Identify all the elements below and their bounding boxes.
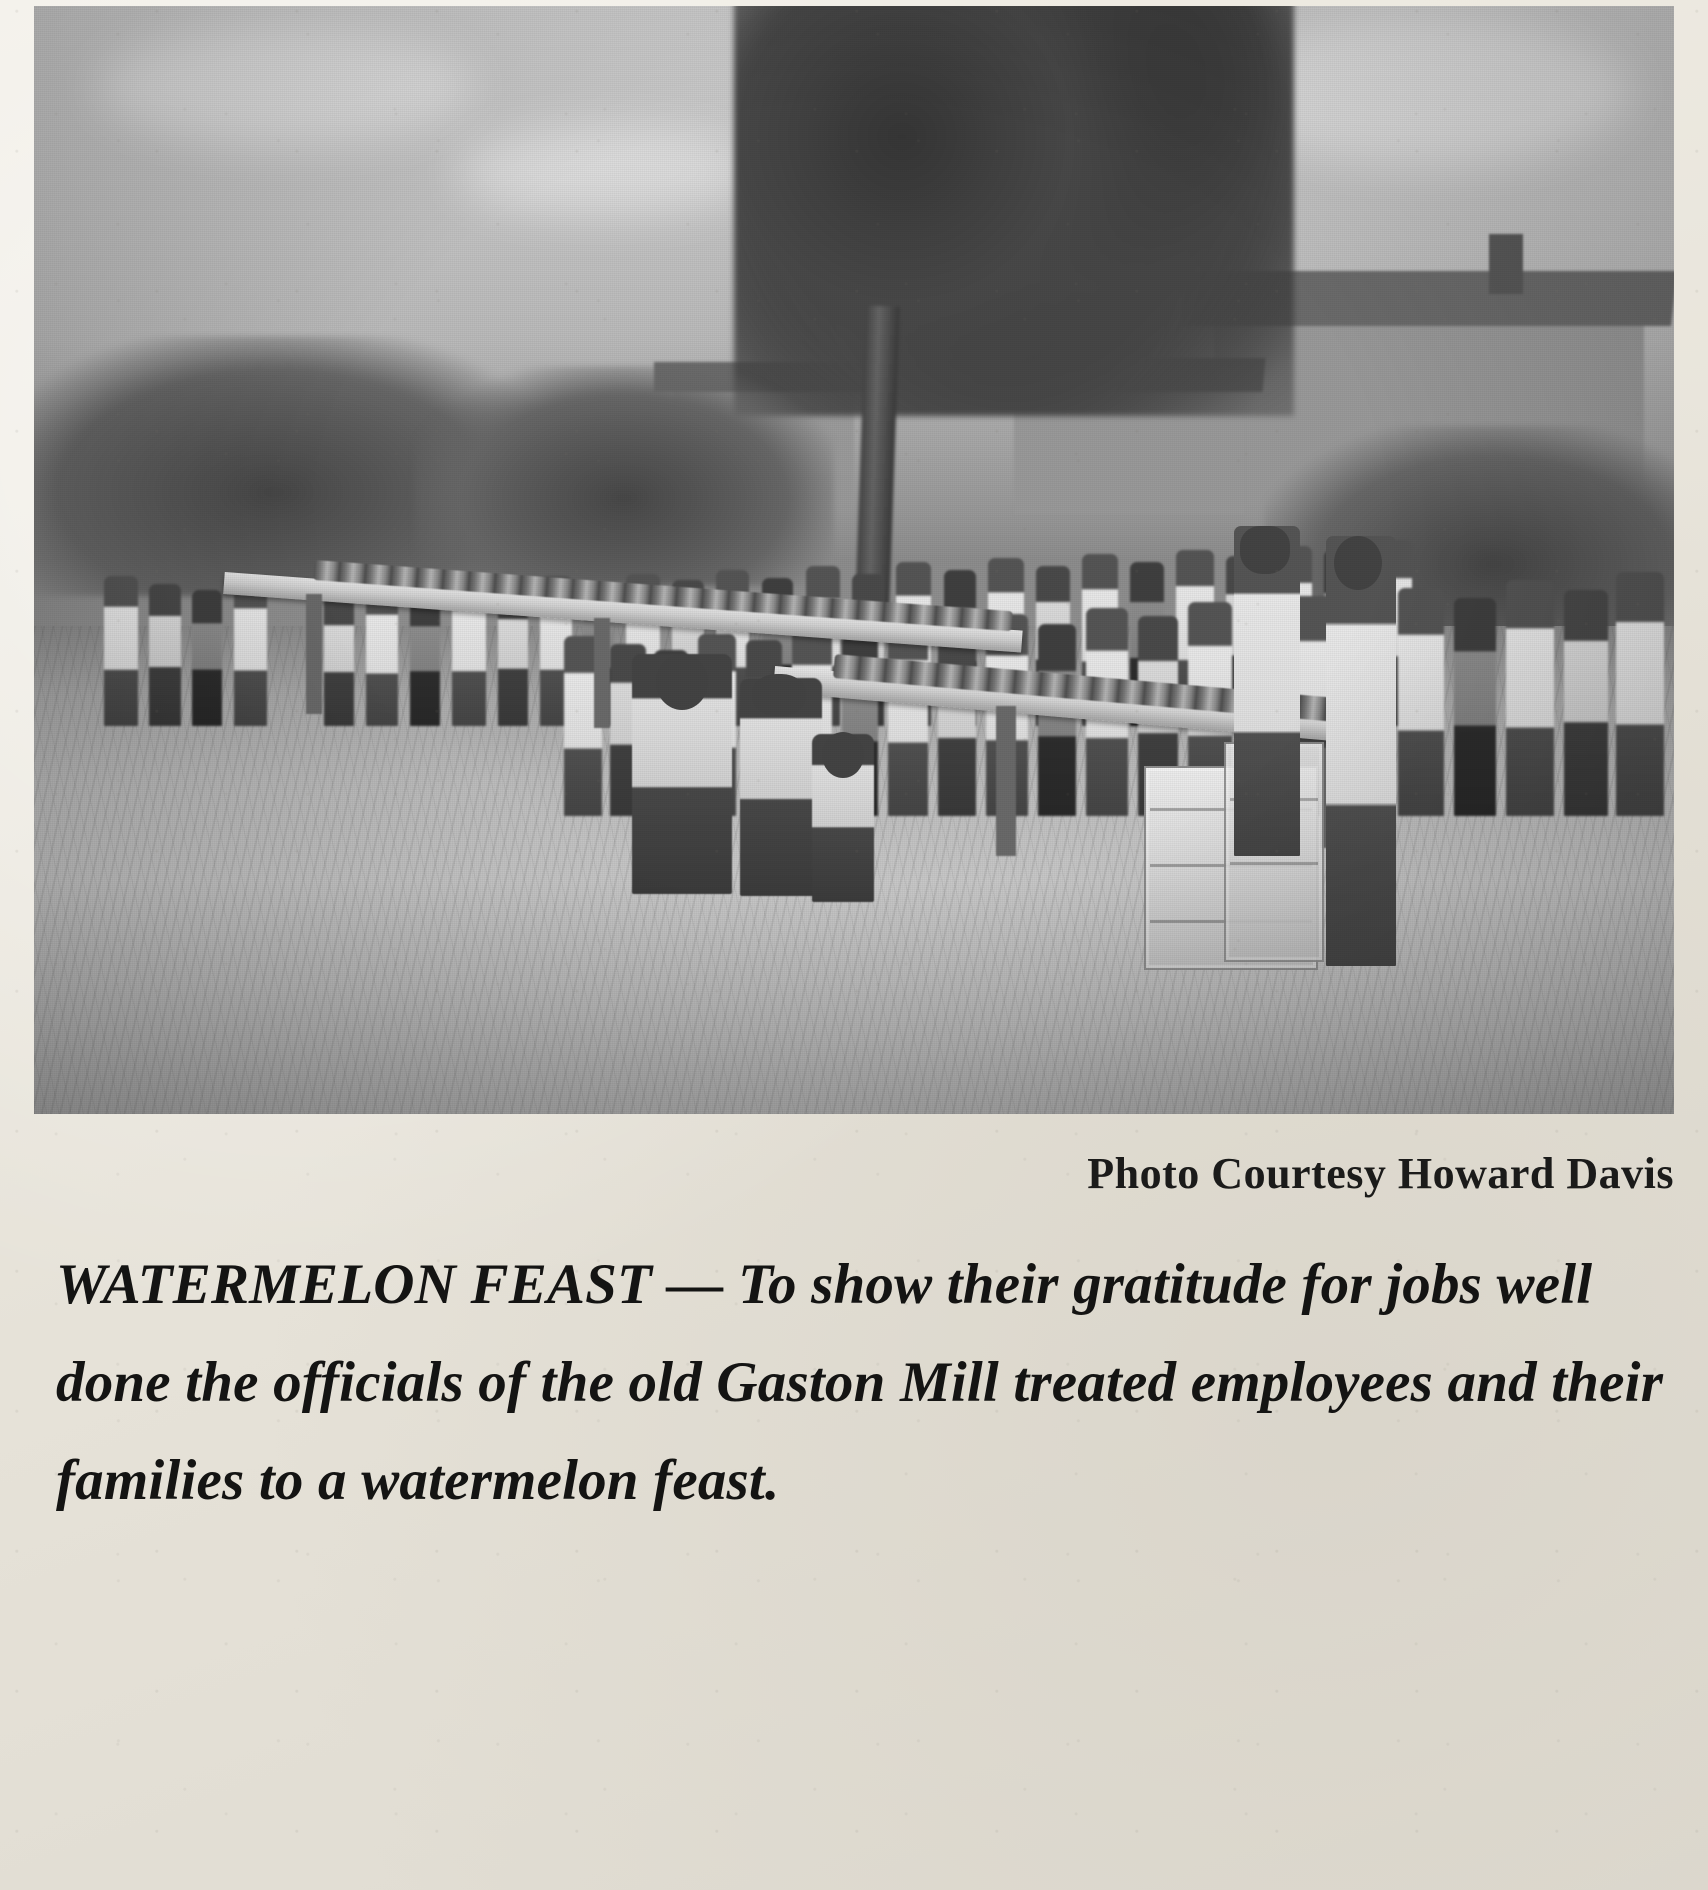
caption-body: To show their gratitude for jobs well done the officials of the old Gaston Mill treated employees and their families to a watermelon feast. [56,1253,1664,1512]
table-leg [306,594,322,714]
cloud [94,26,474,146]
child-left-head [656,654,708,710]
cloud [454,126,754,216]
photo-scene [34,6,1674,1114]
caption-text [56,1236,1668,1530]
table-leg [594,618,610,728]
caption-headline: WATERMELON FEAST [56,1253,653,1316]
man-with-hat [1234,526,1300,856]
table-leg [996,706,1016,856]
child-right-head [822,732,864,778]
foreground-man [1326,536,1396,966]
chimney [1489,234,1523,294]
photograph [34,6,1674,1114]
caption-dash: — [666,1253,724,1316]
tree-canopy [734,6,1294,416]
foreground-man-head [1334,536,1382,590]
straw-hat [1240,526,1290,574]
photo-credit: Photo Courtesy Howard Davis [1087,1149,1674,1198]
caption-block [0,1118,1708,1890]
child-center-hat [752,674,806,716]
